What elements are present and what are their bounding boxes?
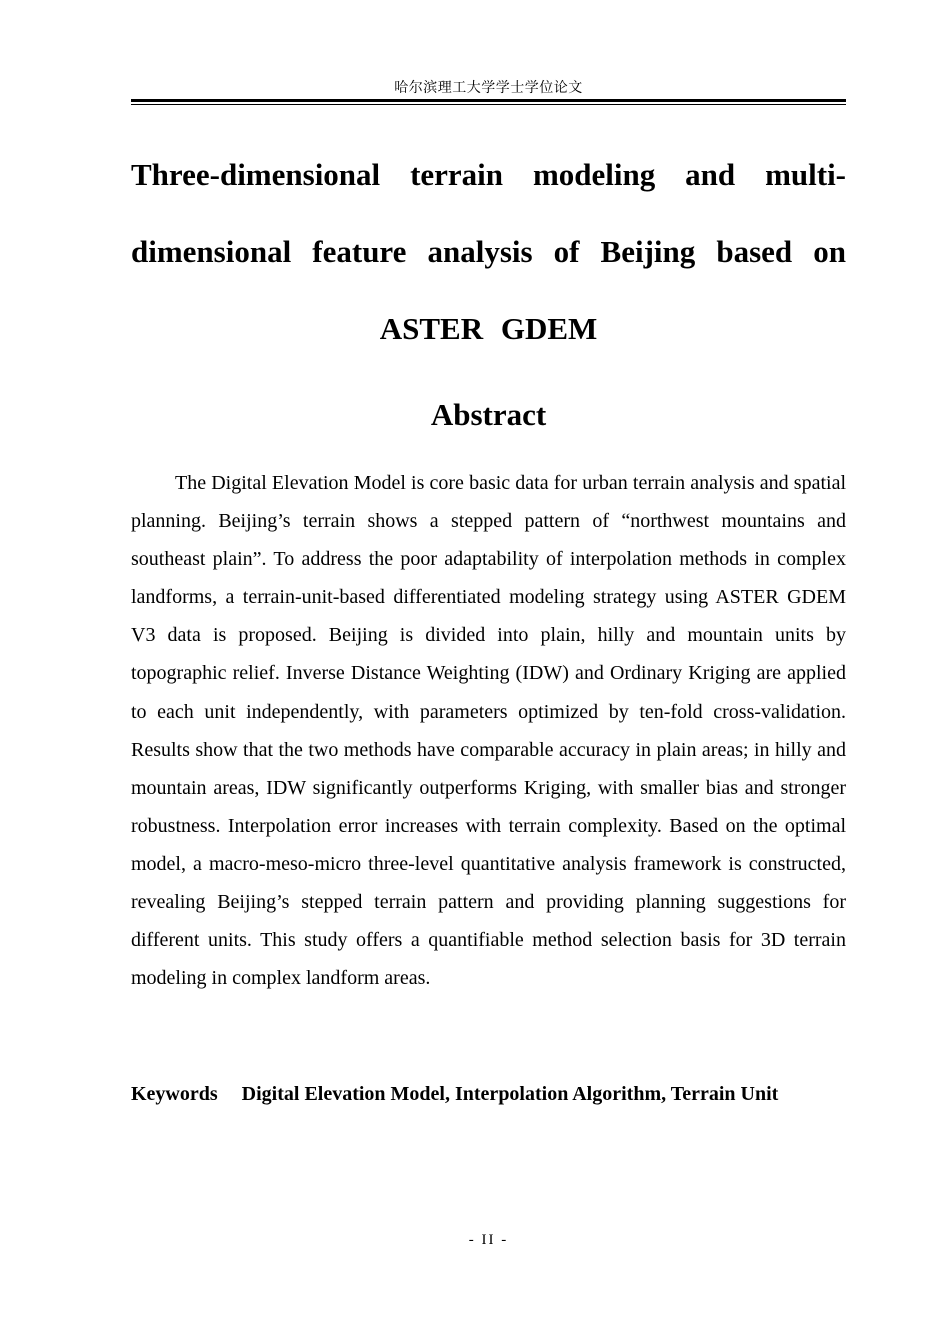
keywords-text: Digital Elevation Model, Interpolation Algorithm, Terrain Unit [241,1083,779,1105]
abstract-heading: Abstract [430,397,547,432]
keywords-paragraph [131,1075,846,1113]
header-rule-thin [131,104,846,105]
running-header: 哈尔滨理工大学学士学位论文 [394,80,583,96]
keywords-label: Keywords [131,1083,218,1105]
abstract-body: The Digital Elevation Model is core basic data for urban terrain analysis and spatial planning. Beijing’s terrain shows a stepped pattern of “northwest mountains and southeast plain”. To address the poor adaptability of interpolation methods in complex landforms, a terrain-unit-based differentiated modeling strategy using ASTER GDEM V3 data is proposed. Beijing is divided into plain, hilly and mountain units by topographic relief. Inverse Distance Weighting (IDW) and Ordinary Kriging are applied to each unit independently, with parameters optimized by ten-fold cross-validation. Results show that the two methods have comparable accuracy in plain areas; in hilly and mountain areas, IDW significantly outperforms Kriging, with smaller bias and stronger robustness. Interpolation error increases with terrain complexity. Based on the optimal model, a macro-meso-micro three-level quantitative analysis framework is constructed, revealing Beijing’s stepped terrain pattern and providing planning suggestions for different units. This study offers a quantifiable method selection basis for 3D terrain modeling in complex landform areas. [131,472,846,990]
header-rule-thick [131,99,846,102]
page-number: - II - [468,1232,509,1248]
paper-title: Three-dimensional terrain modeling and multi-dimensional feature analysis of Beijing based on ASTER GDEM [131,157,846,346]
